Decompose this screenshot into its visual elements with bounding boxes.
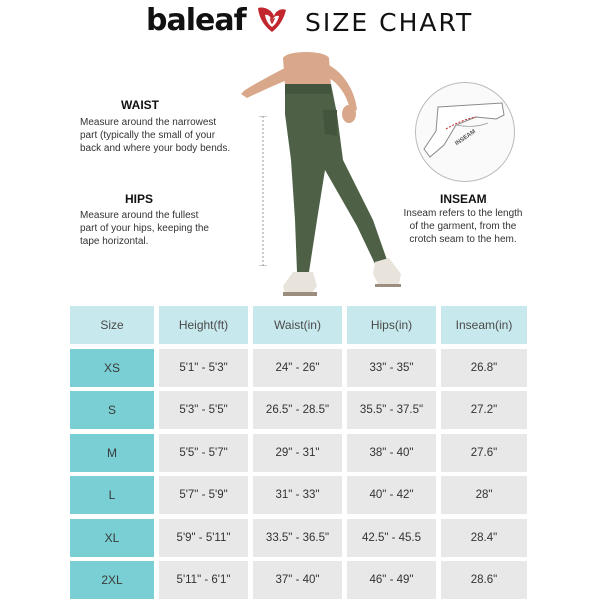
hips-heading: HIPS bbox=[125, 192, 154, 206]
table-cell: 5'11" - 6'1" bbox=[159, 561, 248, 599]
table-header-cell: Hips(in) bbox=[347, 306, 436, 344]
size-label-cell: L bbox=[70, 476, 154, 514]
inseam-description bbox=[398, 207, 528, 246]
page-title: SIZE CHART bbox=[305, 8, 474, 37]
table-cell: 5'3" - 5'5" bbox=[159, 391, 248, 429]
hips-description bbox=[80, 209, 209, 248]
inseam-line: of the garment, from the bbox=[409, 221, 517, 232]
size-label-cell: XL bbox=[70, 519, 154, 557]
size-label-cell: 2XL bbox=[70, 561, 154, 599]
table-cell: 28.4" bbox=[441, 519, 527, 557]
table-cell: 31" - 33" bbox=[253, 476, 342, 514]
table-cell: 33.5" - 36.5" bbox=[253, 519, 342, 557]
hips-line: tape horizontal. bbox=[80, 236, 149, 247]
waist-line: part (typically the small of your bbox=[80, 130, 216, 141]
inseam-heading: INSEAM bbox=[440, 192, 487, 206]
table-header-cell: Size bbox=[70, 306, 154, 344]
table-cell: 27.6" bbox=[441, 434, 527, 472]
header bbox=[0, 0, 600, 46]
waist-line: back and where your body bends. bbox=[80, 143, 231, 154]
inseam-detail-illustration bbox=[415, 82, 515, 182]
model-leggings-illustration bbox=[225, 50, 415, 305]
table-header-cell: Waist(in) bbox=[253, 306, 342, 344]
table-cell: 5'9" - 5'11" bbox=[159, 519, 248, 557]
table-cell: 5'7" - 5'9" bbox=[159, 476, 248, 514]
table-cell: 26.8" bbox=[441, 349, 527, 387]
table-cell: 46" - 49" bbox=[347, 561, 436, 599]
table-cell: 42.5" - 45.5 bbox=[347, 519, 436, 557]
baleaf-flame-logo-icon bbox=[254, 4, 290, 36]
table-cell: 24" - 26" bbox=[253, 349, 342, 387]
table-cell: 29" - 31" bbox=[253, 434, 342, 472]
waist-heading: WAIST bbox=[121, 98, 159, 112]
inseam-line: crotch seam to the hem. bbox=[409, 234, 517, 245]
table-cell: 28" bbox=[441, 476, 527, 514]
table-header-cell: Inseam(in) bbox=[441, 306, 527, 344]
table-cell: 38" - 40" bbox=[347, 434, 436, 472]
waist-description bbox=[80, 116, 230, 155]
table-cell: 28.6" bbox=[441, 561, 527, 599]
table-cell: 5'1" - 5'3" bbox=[159, 349, 248, 387]
table-cell: 26.5" - 28.5" bbox=[253, 391, 342, 429]
table-cell: 27.2" bbox=[441, 391, 527, 429]
table-cell: 40" - 42" bbox=[347, 476, 436, 514]
table-cell: 33" - 35" bbox=[347, 349, 436, 387]
table-cell: 35.5" - 37.5" bbox=[347, 391, 436, 429]
table-cell: 5'5" - 5'7" bbox=[159, 434, 248, 472]
hips-line: part of your hips, keeping the bbox=[80, 223, 209, 234]
table-header-cell: Height(ft) bbox=[159, 306, 248, 344]
table-cell: 37" - 40" bbox=[253, 561, 342, 599]
size-label-cell: S bbox=[70, 391, 154, 429]
brand-name: baleaf bbox=[146, 3, 246, 38]
inseam-line: Inseam refers to the length bbox=[403, 208, 523, 219]
hips-line: Measure around the fullest bbox=[80, 210, 199, 221]
inseam-detail-label: INSEAM bbox=[454, 128, 477, 148]
size-label-cell: XS bbox=[70, 349, 154, 387]
leggings-outline-icon bbox=[416, 83, 515, 182]
size-label-cell: M bbox=[70, 434, 154, 472]
waist-line: Measure around the narrowest bbox=[80, 117, 217, 128]
